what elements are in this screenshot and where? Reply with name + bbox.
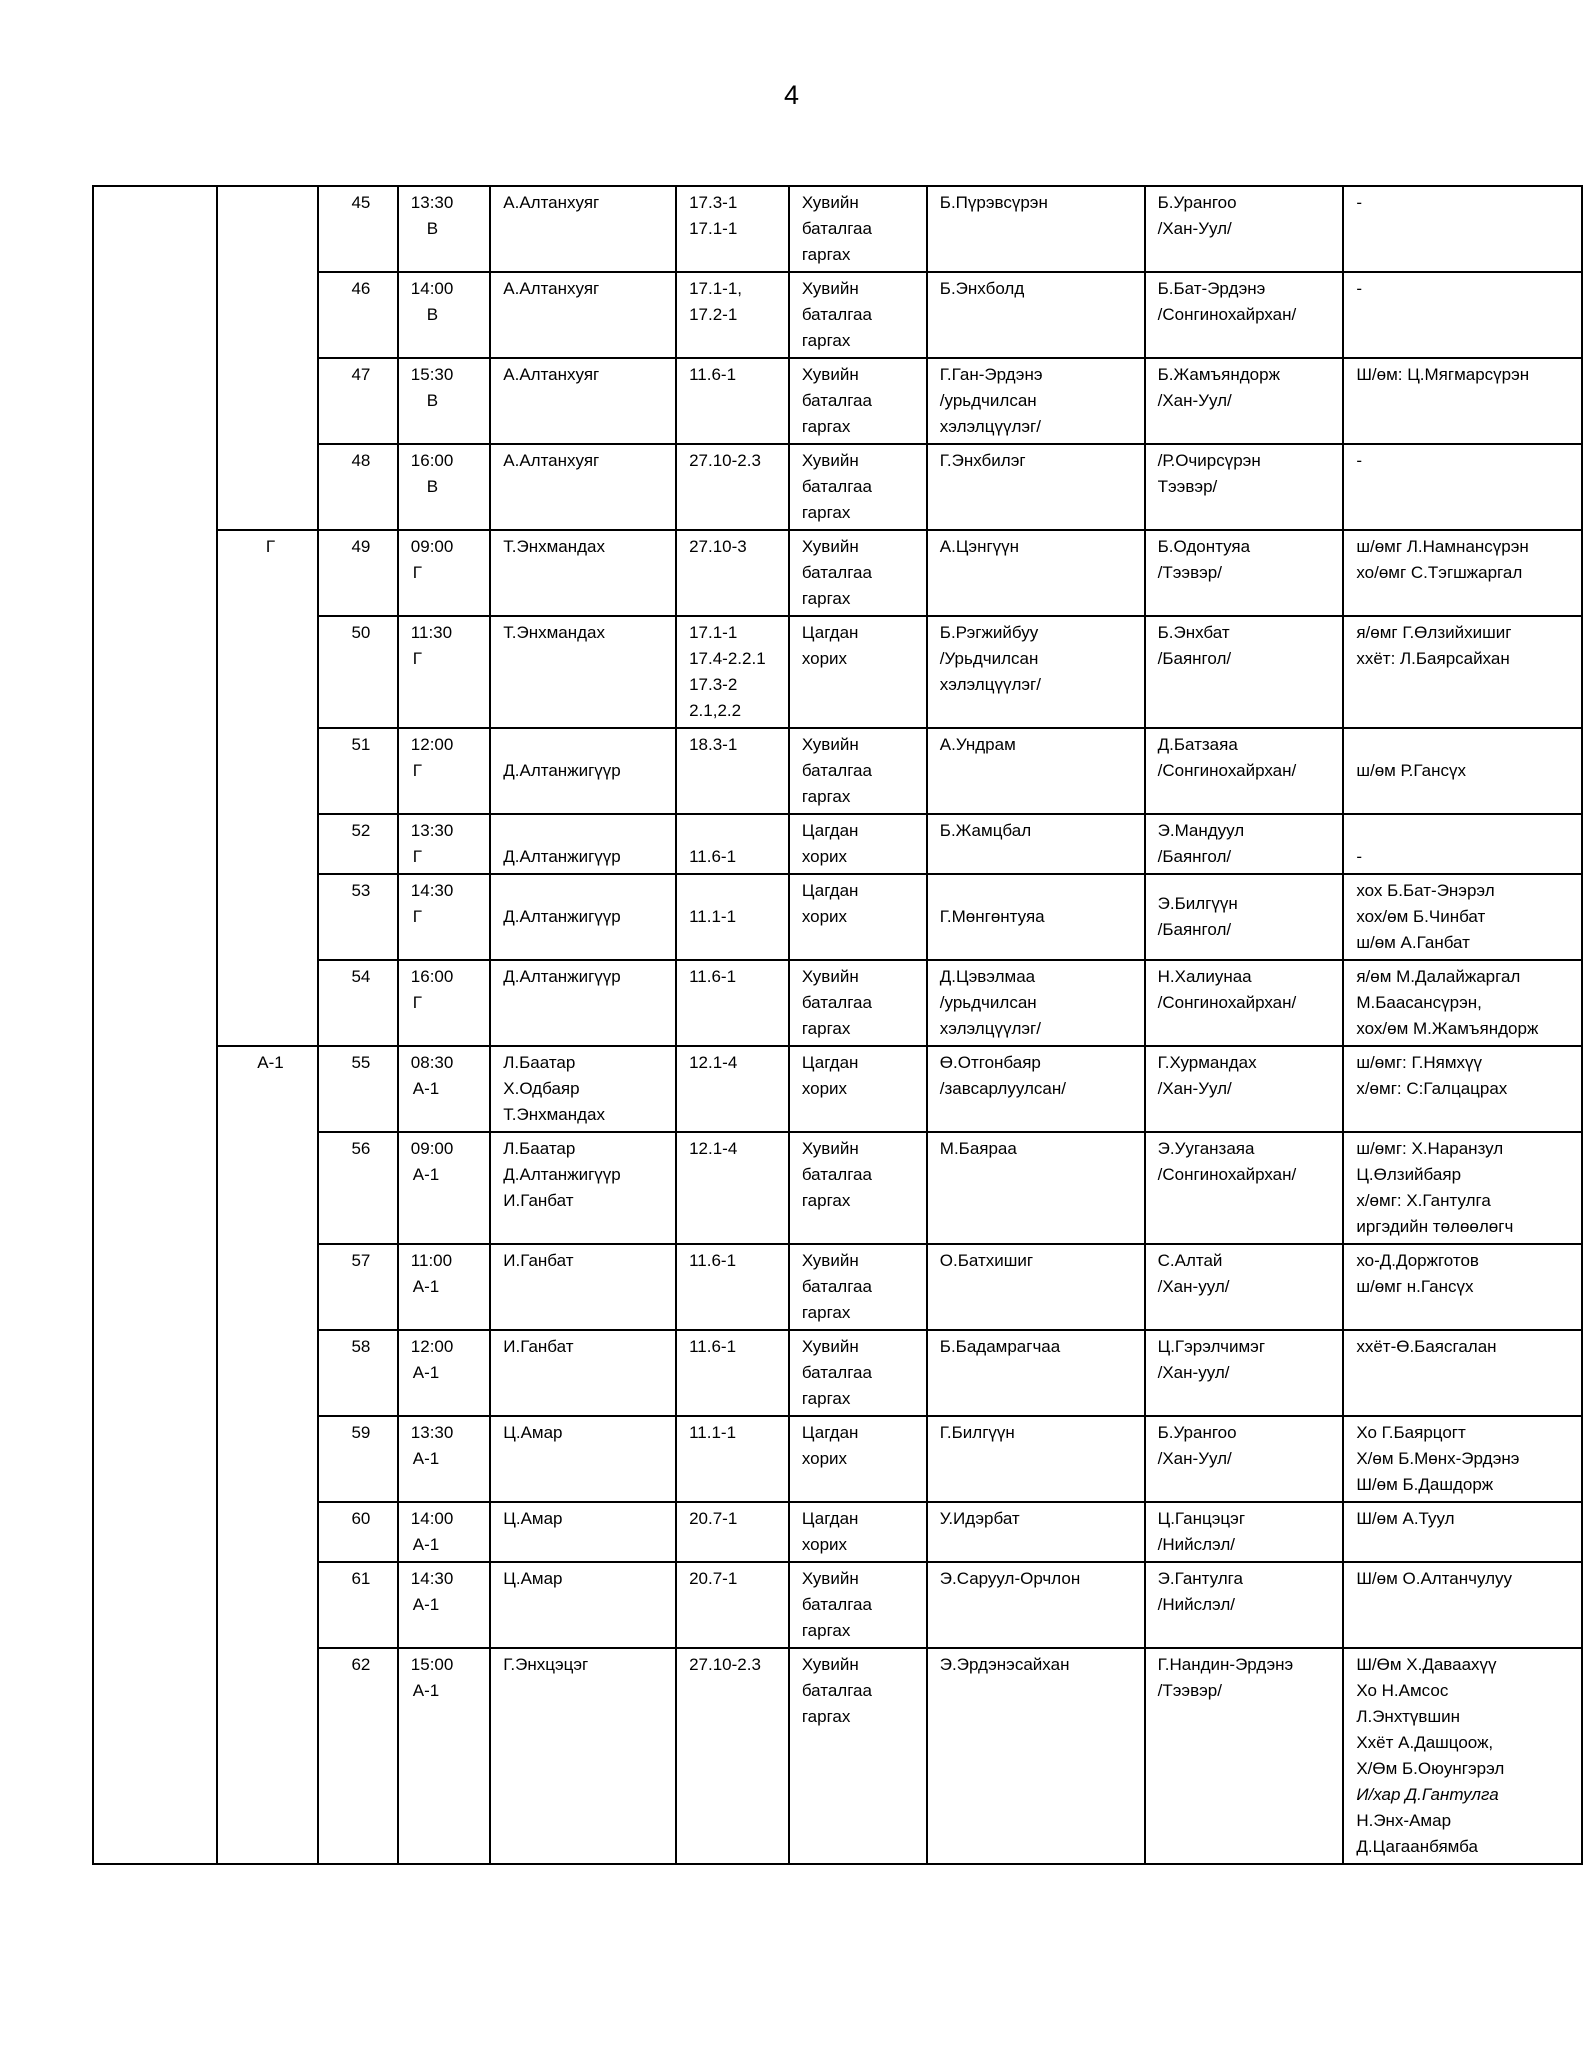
cell-time: [398, 1132, 490, 1244]
cell-person: Э.Саруул-Орчлон: [927, 1562, 1145, 1648]
cell-prosecutor: Б.Бат-Эрдэнэ /Сонгинохайрхан/: [1145, 272, 1344, 358]
courtroom-code: А-1: [412, 1165, 440, 1184]
courtroom-code: Г: [412, 649, 423, 668]
courtroom-code: А-1: [412, 1277, 440, 1296]
cell-article: 11.1-1: [676, 874, 789, 960]
cell-article: 11.6-1: [676, 960, 789, 1046]
courtroom-code: А-1: [412, 1363, 440, 1382]
cell-notes: Ш/Өм Х.Даваахүү Хо Н.Амсос Л.Энхтүвшин Ххёт А.Дашцоож, Х/Өм Б.Оюунгэрэл И/хар Д.Гантулга Н.Энх-Амар Д.Цагаанбямба: [1343, 1648, 1582, 1864]
cell-notes: Ш/өм: Ц.Мягмарсүрэн: [1343, 358, 1582, 444]
cell-article: 11.6-1: [676, 814, 789, 874]
cell-notes: Ш/өм О.Алтанчулуу: [1343, 1562, 1582, 1648]
hearing-time: 14:30: [410, 881, 454, 900]
cell-request-type: Хувийн баталгаа гаргах: [789, 186, 927, 272]
cell-prosecutor: Б.Одонтуяа /Тээвэр/: [1145, 530, 1344, 616]
cell-prosecutor: Г.Хурмандах /Хан-Уул/: [1145, 1046, 1344, 1132]
cell-time: [398, 1330, 490, 1416]
cell-row-number: 61: [318, 1562, 398, 1648]
cell-notes: хо-Д.Доржготов ш/өмг н.Гансүх: [1343, 1244, 1582, 1330]
cell-request-type: Хувийн баталгаа гаргах: [789, 444, 927, 530]
cell-request-type: Хувийн баталгаа гаргах: [789, 1244, 927, 1330]
cell-person: О.Батхишиг: [927, 1244, 1145, 1330]
cell-request-type: Хувийн баталгаа гаргах: [789, 1648, 927, 1864]
cell-row-number: 60: [318, 1502, 398, 1562]
cell-article: 27.10-2.3: [676, 444, 789, 530]
cell-judge: Т.Энхмандах: [490, 530, 676, 616]
cell-prosecutor: Э.Билгүүн /Баянгол/: [1145, 874, 1344, 960]
courtroom-code: Г: [412, 563, 423, 582]
cell-judge: Ц.Амар: [490, 1562, 676, 1648]
hearing-time: 14:00: [410, 1509, 454, 1528]
cell-notes: -: [1343, 186, 1582, 272]
cell-article: 11.1-1: [676, 1416, 789, 1502]
cell-judge: А.Алтанхуяг: [490, 186, 676, 272]
cell-article: 17.1-1 17.4-2.2.1 17.3-2 2.1,2.2: [676, 616, 789, 728]
cell-article: 20.7-1: [676, 1562, 789, 1648]
cell-article: 20.7-1: [676, 1502, 789, 1562]
courtroom-code: Г: [412, 847, 423, 866]
notes-line-italic: И/хар Д.Гантулга: [1356, 1785, 1499, 1804]
cell-prosecutor: Б.Урангоо /Хан-Уул/: [1145, 1416, 1344, 1502]
cell-prosecutor: Б.Жамъяндорж /Хан-Уул/: [1145, 358, 1344, 444]
cell-notes: ххёт-Ө.Баясгалан: [1343, 1330, 1582, 1416]
cell-request-type: Цагдан хорих: [789, 1502, 927, 1562]
cell-person: Б.Энхболд: [927, 272, 1145, 358]
cell-prosecutor: Ц.Ганцэцэг /Нийслэл/: [1145, 1502, 1344, 1562]
cell-time: [398, 1562, 490, 1648]
cell-notes: ш/өм Р.Гансүх: [1343, 728, 1582, 814]
cell-article: 11.6-1: [676, 358, 789, 444]
cell-request-type: Хувийн баталгаа гаргах: [789, 960, 927, 1046]
cell-request-type: Цагдан хорих: [789, 814, 927, 874]
cell-prosecutor: Ц.Гэрэлчимэг /Хан-уул/: [1145, 1330, 1344, 1416]
cell-prosecutor: /Р.Очирсүрэн Тээвэр/: [1145, 444, 1344, 530]
hearing-time: 12:00: [410, 735, 454, 754]
cell-group: Г: [217, 530, 318, 1046]
cell-time: [398, 530, 490, 616]
cell-judge: Ц.Амар: [490, 1502, 676, 1562]
cell-person: Г.Энхбилэг: [927, 444, 1145, 530]
cell-request-type: Цагдан хорих: [789, 616, 927, 728]
courtroom-code: Г: [412, 993, 423, 1012]
hearing-time: 13:30: [410, 193, 454, 212]
hearing-time: 09:00: [410, 537, 454, 556]
cell-request-type: Хувийн баталгаа гаргах: [789, 530, 927, 616]
cell-notes: -: [1343, 272, 1582, 358]
cell-row-number: 51: [318, 728, 398, 814]
cell-judge: А.Алтанхуяг: [490, 272, 676, 358]
cell-row-number: 45: [318, 186, 398, 272]
cell-prosecutor: Э.Ууганзаяа /Сонгинохайрхан/: [1145, 1132, 1344, 1244]
cell-request-type: Цагдан хорих: [789, 874, 927, 960]
cell-person: А.Ундрам: [927, 728, 1145, 814]
cell-time: [398, 444, 490, 530]
cell-notes: -: [1343, 444, 1582, 530]
cell-notes: я/өм М.Далайжаргал М.Баасансүрэн, хох/өм М.Жамъяндорж: [1343, 960, 1582, 1046]
cell-judge: А.Алтанхуяг: [490, 444, 676, 530]
table-row: [93, 186, 1582, 272]
hearing-time: 16:00: [410, 451, 454, 470]
cell-notes: ш/өмг: Г.Нямхүү х/өмг: С:Галцацрах: [1343, 1046, 1582, 1132]
table-row: [93, 1046, 1582, 1132]
cell-row-number: 58: [318, 1330, 398, 1416]
cell-time: [398, 616, 490, 728]
cell-row-number: 55: [318, 1046, 398, 1132]
table-row: [93, 530, 1582, 616]
cell-article: 11.6-1: [676, 1244, 789, 1330]
cell-article: 12.1-4: [676, 1046, 789, 1132]
cell-time: [398, 1648, 490, 1864]
cell-person: Г.Ган-Эрдэнэ /урьдчилсан хэлэлцүүлэг/: [927, 358, 1145, 444]
courtroom-code: В: [426, 477, 439, 496]
hearing-time: 15:00: [410, 1655, 454, 1674]
cell-request-type: Хувийн баталгаа гаргах: [789, 1132, 927, 1244]
cell-prosecutor: Б.Энхбат /Баянгол/: [1145, 616, 1344, 728]
cell-notes: ш/өмг: Х.Наранзул Ц.Өлзийбаяр х/өмг: Х.Гантулга иргэдийн төлөөлөгч: [1343, 1132, 1582, 1244]
cell-time: [398, 1416, 490, 1502]
cell-judge: Д.Алтанжигүүр: [490, 874, 676, 960]
courtroom-code: А-1: [412, 1079, 440, 1098]
courtroom-code: В: [426, 391, 439, 410]
cell-time: [398, 874, 490, 960]
cell-notes: Хо Г.Баярцогт Х/өм Б.Мөнх-Эрдэнэ Ш/өм Б.Дашдорж: [1343, 1416, 1582, 1502]
cell-request-type: Цагдан хорих: [789, 1416, 927, 1502]
cell-article: 17.1-1, 17.2-1: [676, 272, 789, 358]
hearing-time: 13:30: [410, 821, 454, 840]
cell-row-number: 62: [318, 1648, 398, 1864]
cell-time: [398, 186, 490, 272]
cell-person: Б.Рэгжийбуу /Урьдчилсан хэлэлцүүлэг/: [927, 616, 1145, 728]
cell-notes: -: [1343, 814, 1582, 874]
cell-judge: Д.Алтанжигүүр: [490, 814, 676, 874]
cell-date: [93, 186, 217, 1864]
hearing-time: 16:00: [410, 967, 454, 986]
cell-row-number: 48: [318, 444, 398, 530]
cell-person: Г.Мөнгөнтуяа: [927, 874, 1145, 960]
cell-time: [398, 1244, 490, 1330]
cell-row-number: 53: [318, 874, 398, 960]
cell-article: 12.1-4: [676, 1132, 789, 1244]
cell-prosecutor: Д.Батзаяа /Сонгинохайрхан/: [1145, 728, 1344, 814]
cell-judge: Г.Энхцэцэг: [490, 1648, 676, 1864]
cell-row-number: 47: [318, 358, 398, 444]
cell-judge: Ц.Амар: [490, 1416, 676, 1502]
hearing-time: 15:30: [410, 365, 454, 384]
cell-group: [217, 186, 318, 530]
cell-judge: А.Алтанхуяг: [490, 358, 676, 444]
cell-article: 18.3-1: [676, 728, 789, 814]
hearing-time: 14:00: [410, 279, 454, 298]
courtroom-code: В: [426, 305, 439, 324]
cell-person: Г.Билгүүн: [927, 1416, 1145, 1502]
courtroom-code: А-1: [412, 1535, 440, 1554]
courtroom-code: А-1: [412, 1449, 440, 1468]
cell-time: [398, 358, 490, 444]
hearing-time: 11:00: [410, 1251, 453, 1270]
cell-row-number: 59: [318, 1416, 398, 1502]
cell-person: У.Идэрбат: [927, 1502, 1145, 1562]
cell-person: Ө.Отгонбаяр /завсарлуулсан/: [927, 1046, 1145, 1132]
cell-article: 11.6-1: [676, 1330, 789, 1416]
schedule-table-body: [93, 186, 1582, 1864]
cell-prosecutor: Э.Мандуул /Баянгол/: [1145, 814, 1344, 874]
cell-time: [398, 1502, 490, 1562]
hearing-time: 09:00: [410, 1139, 454, 1158]
cell-person: Б.Жамцбал: [927, 814, 1145, 874]
hearing-time: 08:30: [410, 1053, 454, 1072]
hearing-time: 14:30: [410, 1569, 454, 1588]
cell-person: Э.Эрдэнэсайхан: [927, 1648, 1145, 1864]
schedule-table: [92, 185, 1583, 1865]
cell-time: [398, 814, 490, 874]
cell-prosecutor: Г.Нандин-Эрдэнэ /Тээвэр/: [1145, 1648, 1344, 1864]
courtroom-code: А-1: [412, 1595, 440, 1614]
page-number: 4: [783, 80, 800, 110]
cell-row-number: 49: [318, 530, 398, 616]
cell-group: А-1: [217, 1046, 318, 1864]
cell-request-type: Хувийн баталгаа гаргах: [789, 358, 927, 444]
courtroom-code: Г: [412, 907, 423, 926]
cell-judge: Д.Алтанжигүүр: [490, 728, 676, 814]
cell-prosecutor: Э.Гантулга /Нийслэл/: [1145, 1562, 1344, 1648]
cell-notes: я/өмг Г.Өлзийхишиг ххёт: Л.Баярсайхан: [1343, 616, 1582, 728]
cell-row-number: 57: [318, 1244, 398, 1330]
cell-person: Б.Пүрэвсүрэн: [927, 186, 1145, 272]
cell-judge: Л.Баатар Х.Одбаяр Т.Энхмандах: [490, 1046, 676, 1132]
cell-person: М.Баяраа: [927, 1132, 1145, 1244]
courtroom-code: А-1: [412, 1681, 440, 1700]
cell-person: Б.Бадамрагчаа: [927, 1330, 1145, 1416]
hearing-time: 11:30: [410, 623, 453, 642]
hearing-time: 13:30: [410, 1423, 454, 1442]
cell-judge: Т.Энхмандах: [490, 616, 676, 728]
cell-judge: Д.Алтанжигүүр: [490, 960, 676, 1046]
cell-judge: И.Ганбат: [490, 1244, 676, 1330]
cell-article: 27.10-3: [676, 530, 789, 616]
cell-prosecutor: С.Алтай /Хан-уул/: [1145, 1244, 1344, 1330]
cell-time: [398, 728, 490, 814]
cell-person: Д.Цэвэлмаа /урьдчилсан хэлэлцүүлэг/: [927, 960, 1145, 1046]
cell-person: А.Цэнгүүн: [927, 530, 1145, 616]
cell-row-number: 46: [318, 272, 398, 358]
cell-request-type: Хувийн баталгаа гаргах: [789, 728, 927, 814]
cell-request-type: Хувийн баталгаа гаргах: [789, 1330, 927, 1416]
cell-prosecutor: Н.Халиунаа /Сонгинохайрхан/: [1145, 960, 1344, 1046]
cell-request-type: Хувийн баталгаа гаргах: [789, 272, 927, 358]
cell-row-number: 50: [318, 616, 398, 728]
cell-time: [398, 1046, 490, 1132]
cell-article: 17.3-1 17.1-1: [676, 186, 789, 272]
cell-judge: Л.Баатар Д.Алтанжигүүр И.Ганбат: [490, 1132, 676, 1244]
cell-notes: Ш/өм А.Туул: [1343, 1502, 1582, 1562]
cell-prosecutor: Б.Урангоо /Хан-Уул/: [1145, 186, 1344, 272]
cell-row-number: 52: [318, 814, 398, 874]
hearing-time: 12:00: [410, 1337, 454, 1356]
cell-request-type: Хувийн баталгаа гаргах: [789, 1562, 927, 1648]
cell-time: [398, 272, 490, 358]
cell-judge: И.Ганбат: [490, 1330, 676, 1416]
cell-notes: ш/өмг Л.Намнансүрэн хо/өмг С.Тэгшжаргал: [1343, 530, 1582, 616]
cell-article: 27.10-2.3: [676, 1648, 789, 1864]
cell-notes: хох Б.Бат-Энэрэл хох/өм Б.Чинбат ш/өм А.Ганбат: [1343, 874, 1582, 960]
cell-time: [398, 960, 490, 1046]
cell-request-type: Цагдан хорих: [789, 1046, 927, 1132]
cell-row-number: 56: [318, 1132, 398, 1244]
cell-row-number: 54: [318, 960, 398, 1046]
courtroom-code: Г: [412, 761, 423, 780]
courtroom-code: В: [426, 219, 439, 238]
